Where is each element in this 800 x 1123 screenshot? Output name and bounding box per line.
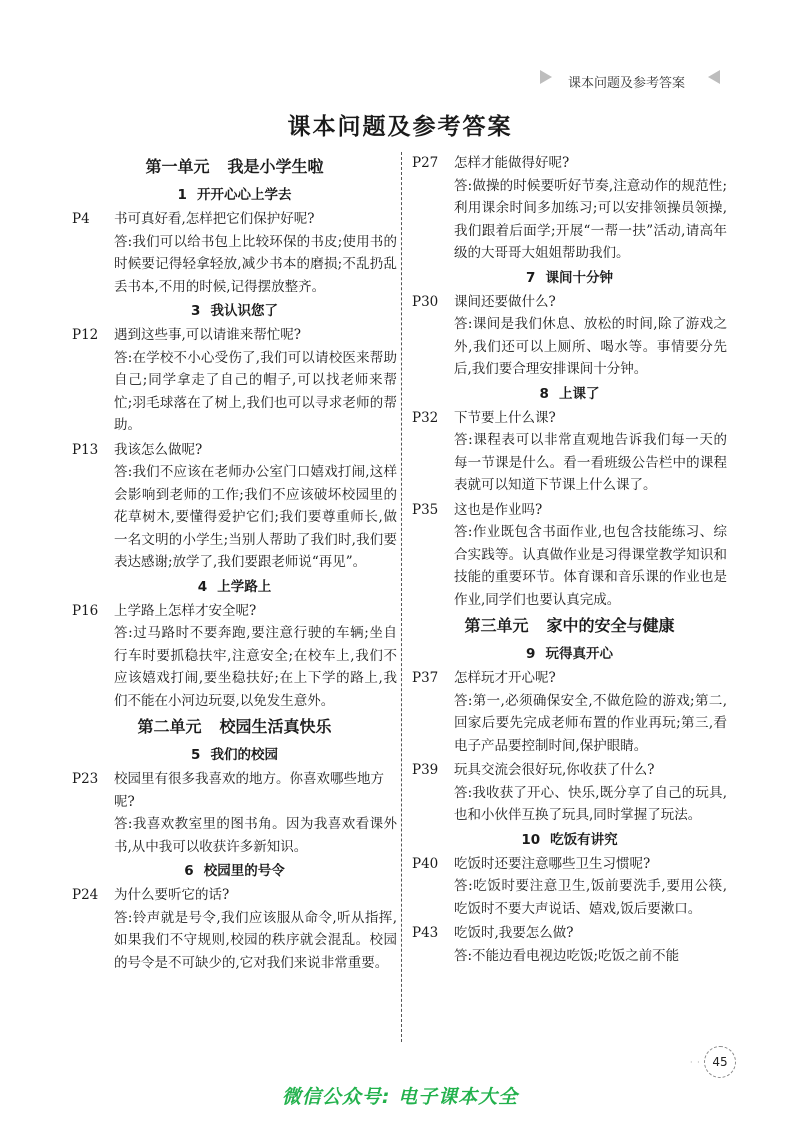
unit-tag: 第三单元 (464, 616, 529, 635)
lesson-number: 10 (521, 831, 541, 848)
unit-heading (412, 615, 727, 637)
qa-item (412, 407, 727, 497)
unit-heading (72, 716, 397, 738)
answer-text: 答:我们可以给书包上比较环保的书皮;使用书的时候要记得轻拿轻放,减少书本的磨损;不乱扔乱丢书本,不用的时候,记得摆放整齐。 (114, 233, 397, 295)
qa-body (114, 768, 397, 858)
page-reference: P24 (72, 887, 99, 903)
answer-text: 答:第一,必须确保安全,不做危险的游戏;第二,回家后要先完成老师布置的作业再玩;第三,看电子产品要控制时间,保护眼睛。 (454, 692, 727, 754)
answer-text: 答:做操的时候要听好节奏,注意动作的规范性;利用课余时间多加练习;可以安排领操员领操,我们跟着后面学;开展“一帮一扶”活动,请高年级的大哥哥大姐姐帮助我们。 (454, 177, 727, 261)
qa-body (454, 407, 727, 497)
right-column (412, 152, 727, 969)
answer-text: 答:在学校不小心受伤了,我们可以请校医来帮助自己;同学拿走了自己的帽子,可以找老师来帮忙;羽毛球落在了树上,我们也可以寻求老师的帮助。 (114, 349, 397, 433)
question-text: 怎样才能做得好呢? (454, 155, 570, 171)
qa-body (454, 853, 727, 921)
lesson-title: 我认识您了 (210, 303, 278, 319)
lesson-number: 4 (197, 578, 208, 595)
unit-title: 家中的安全与健康 (546, 616, 675, 635)
unit-heading (72, 156, 397, 178)
qa-item (72, 884, 397, 974)
lesson-number: 6 (184, 863, 194, 879)
question-text: 校园里有很多我喜欢的地方。你喜欢哪些地方呢? (114, 771, 384, 810)
page-reference: P13 (72, 441, 99, 458)
lesson-number: 5 (191, 747, 201, 763)
unit-tag: 第一单元 (145, 157, 210, 176)
answer-text: 答:课间是我们休息、放松的时间,除了游戏之外,我们还可以上厕所、喝水等。事情要分先后,我们要合理安排课间十分钟。 (454, 316, 727, 377)
qa-body (114, 324, 397, 437)
page-reference: P27 (412, 155, 439, 171)
page-reference: P16 (72, 602, 99, 619)
question-text: 书可真好看,怎样把它们保护好呢? (114, 211, 315, 227)
question-text: 这也是作业吗? (454, 501, 543, 518)
header-left-triangle-icon (540, 70, 552, 84)
qa-body (454, 499, 727, 612)
answer-text: 答:不能边看电视边吃饭;吃饭之前不能 (454, 947, 680, 964)
qa-body (114, 884, 397, 974)
qa-item (72, 208, 397, 298)
unit-tag: 第二单元 (137, 717, 202, 736)
answer-text: 答:作业既包含书面作业,也包含技能练习、综合实践等。认真做作业是习得课堂教学知识和技能的重要环节。体育课和音乐课的作业也是作业,同学们也要认真完成。 (454, 524, 727, 608)
qa-body (454, 152, 727, 265)
page-reference: P43 (412, 925, 439, 941)
page-number-dots: · · (690, 1058, 701, 1067)
question-text: 怎样玩才开心呢? (454, 670, 556, 686)
qa-item (72, 324, 397, 437)
question-text: 课间还要做什么? (454, 293, 556, 310)
answer-text: 答:我收获了开心、快乐,既分享了自己的玩具,也和小伙伴互换了玩具,同时掌握了玩法。 (454, 784, 727, 823)
question-text: 玩具交流会很好玩,你收获了什么? (454, 762, 655, 778)
lesson-title: 课间十分钟 (545, 269, 613, 286)
page-reference: P37 (412, 670, 439, 686)
left-column (72, 152, 397, 976)
question-text: 吃饭时还要注意哪些卫生习惯呢? (454, 855, 651, 872)
header-right-triangle-icon (708, 70, 720, 84)
lesson-number: 8 (539, 385, 549, 402)
question-text: 吃饭时,我要怎么做? (454, 925, 574, 941)
lesson-title: 吃饭有讲究 (550, 831, 618, 848)
question-text: 我该怎么做呢? (114, 441, 203, 458)
qa-body (454, 667, 727, 757)
qa-body (454, 291, 727, 381)
lesson-heading (412, 643, 727, 665)
question-text: 下节要上什么课? (454, 409, 556, 426)
qa-item (412, 922, 727, 967)
lesson-number: 9 (526, 646, 536, 662)
question-text: 上学路上怎样才安全呢? (114, 602, 257, 619)
qa-body (454, 759, 727, 827)
lesson-title: 玩得真开心 (545, 646, 613, 662)
running-header-title: 课本问题及参考答案 (568, 76, 686, 91)
page-title: 课本问题及参考答案 (287, 114, 513, 140)
qa-item (412, 759, 727, 827)
page-reference: P30 (412, 293, 439, 310)
lesson-heading (412, 383, 727, 405)
lesson-title: 我们的校园 (210, 747, 278, 763)
page-number: 45 (704, 1046, 736, 1078)
lesson-heading (72, 744, 397, 766)
lesson-number: 7 (526, 269, 536, 286)
qa-body (454, 922, 727, 967)
answer-text: 答:我喜欢教室里的图书角。因为我喜欢看课外书,从中我可以收获许多新知识。 (114, 816, 397, 855)
answer-text: 答:铃声就是号令,我们应该服从命令,听从指挥,如果我们不守规则,校园的秩序就会混乱。校园的号令是不可缺少的,它对我们来说非常重要。 (114, 909, 397, 971)
lesson-title: 上课了 (558, 385, 600, 402)
page-reference: P4 (72, 211, 90, 227)
lesson-heading (72, 860, 397, 882)
footer-watermark: 微信公众号: 电子课本大全 (281, 1086, 519, 1108)
lesson-heading (72, 184, 397, 206)
qa-item (72, 439, 397, 574)
lesson-heading (72, 576, 397, 598)
column-divider (401, 152, 402, 1042)
qa-item (72, 600, 397, 713)
page-reference: P39 (412, 762, 439, 778)
qa-item (412, 152, 727, 265)
qa-body (114, 439, 397, 574)
page-reference: P35 (412, 501, 439, 518)
qa-item (412, 667, 727, 757)
lesson-heading (412, 267, 727, 289)
qa-body (114, 208, 397, 298)
unit-title: 校园生活真快乐 (219, 717, 332, 736)
page-reference: P32 (412, 409, 439, 426)
lesson-title: 上学路上 (217, 578, 272, 595)
qa-item (412, 499, 727, 612)
answer-text: 答:过马路时不要奔跑,要注意行驶的车辆;坐自行车时要抓稳扶牢,注意安全;在校车上,我们不应该嬉戏打闹,要坐稳扶好;在上下学的路上,我们不能在小河边玩耍,以免发生意外。 (114, 625, 397, 709)
page-reference: P23 (72, 771, 99, 787)
question-text: 遇到这些事,可以请谁来帮忙呢? (114, 327, 302, 343)
answer-text: 答:吃饭时要注意卫生,饭前要洗手,要用公筷,吃饭时不要大声说话、嬉戏,饭后要漱口。 (454, 878, 727, 917)
answer-text: 答:我们不应该在老师办公室门口嬉戏打闹,这样会影响到老师的工作;我们不应该破坏校园里的花草树木,要懂得爱护它们;我们要尊重师长,做一名文明的小学生;当别人帮助了我们时,我们要表达感谢;放学了,我们要跟老师说“再见”。 (114, 464, 397, 570)
qa-item (412, 853, 727, 921)
page-reference: P12 (72, 327, 99, 343)
lesson-heading (412, 829, 727, 851)
lesson-heading (72, 300, 397, 322)
lesson-number: 3 (191, 303, 201, 319)
lesson-title: 校园里的号令 (203, 863, 285, 879)
unit-title: 我是小学生啦 (227, 157, 324, 176)
page-reference: P40 (412, 855, 439, 872)
lesson-number: 1 (177, 187, 187, 203)
qa-body (114, 600, 397, 713)
qa-item (412, 291, 727, 381)
qa-item (72, 768, 397, 858)
answer-text: 答:课程表可以非常直观地告诉我们每一天的每一节课是什么。看一看班级公告栏中的课程表就可以知道下节课上什么课了。 (454, 432, 727, 493)
question-text: 为什么要听它的话? (114, 887, 230, 903)
lesson-title: 开开心心上学去 (196, 187, 292, 203)
